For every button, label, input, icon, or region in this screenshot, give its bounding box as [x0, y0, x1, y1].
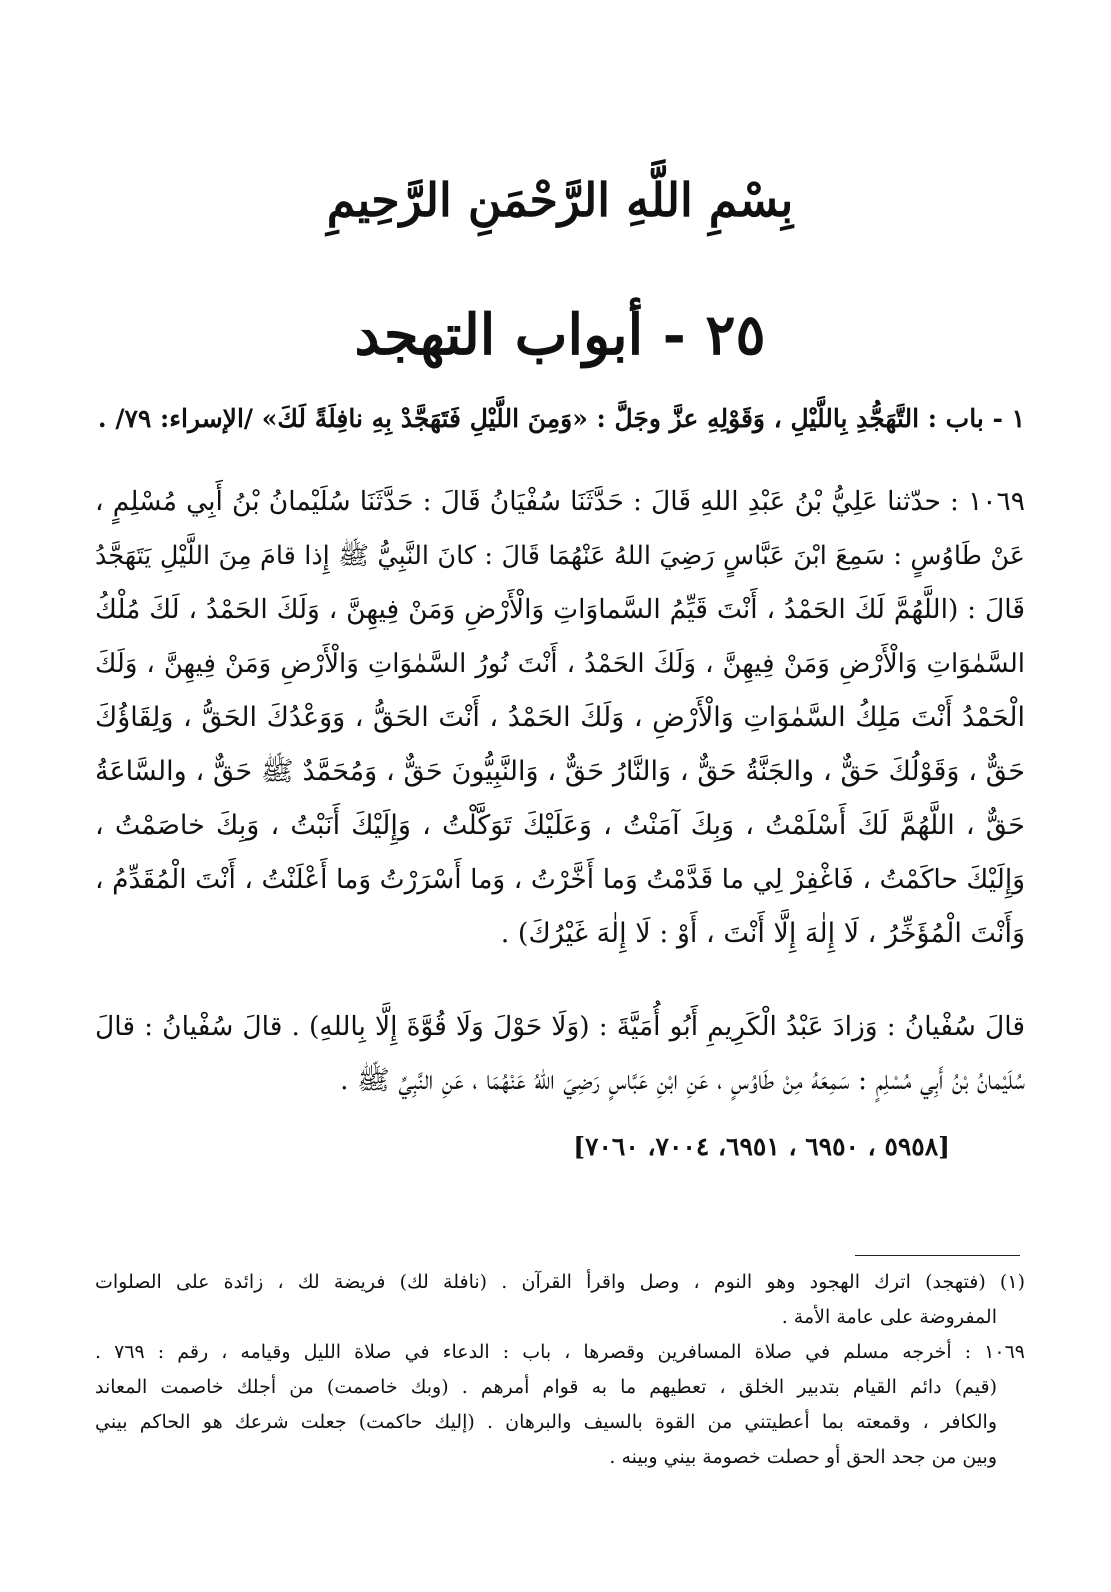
addition-line: قالَ سُفْيانُ : وَزادَ عَبْدُ الْكَرِيمِ أَبُو أُمَيَّةَ : (وَلَا حَوْلَ وَلَا قُوَّةَ إِلَّا بِاللهِ) . قالَ سُفْيانُ : قالَ [95, 1011, 1025, 1042]
hadith-line: السَّمٰوَاتِ وَالْأَرْضِ وَمَنْ فِيهِنَّ ، وَلَكَ الحَمْدُ ، أَنْتَ نُورُ السَّمٰوَاتِ وَالْأَرْضِ وَمَنْ فِيهِنَّ ، وَلَكَ [95, 649, 1025, 679]
footnote-line: (١) (فتهجد) اترك الهجود وهو النوم ، وصل واقرأ القرآن . (نافلة لك) فريضة لك ، زائدة على الصلوات [95, 1271, 1025, 1293]
footnote-line: وبين من جحد الحق أو حصلت خصومة بيني وبينه . [609, 1446, 997, 1468]
footnote-divider [855, 1255, 1020, 1256]
hadith-line: قَالَ : (اللَّهُمَّ لَكَ الحَمْدُ ، أَنْتَ قَيِّمُ السَّماوَاتِ وَالْأَرْضِ وَمَنْ فِيهِنَّ ، وَلَكَ الحَمْدُ ، لَكَ مُلْكُ [95, 594, 1025, 625]
footnote-line: ١٠٦٩ : أخرجه مسلم في صلاة المسافرين وقصرها ، باب : الدعاء في صلاة الليل وقيامه ، رقم : ٧٦٩ . [95, 1341, 1025, 1363]
hadith-line: ١٠٦٩ : حدّثنا عَلِيُّ بْنُ عَبْدِ اللهِ قَالَ : حَدَّثَنَا سُفْيَانُ قَالَ : حَدَّثَنَا سُلَيْمانُ بْنُ أَبِي مُسْلِمٍ ، [95, 486, 1025, 517]
footnote-line: (قيم) دائم القيام بتدبير الخلق ، تعطيهم ما به قوام أمرهم . (وبك خاصمت) من أجلك خاصمت المعاند [95, 1376, 997, 1398]
footnotes [95, 1265, 1025, 1475]
hadith-line: وَإِلَيْكَ حاكَمْتُ ، فَاغْفِرْ لِي ما قَدَّمْتُ وَما أَخَّرْتُ ، وَما أَسْرَرْتُ وَما أَعْلَنْتُ ، أَنْتَ الْمُقَدِّمُ ، [95, 864, 1025, 895]
hadith-line: وَأَنْتَ الْمُؤَخِّرُ ، لَا إِلٰهَ إِلَّا أَنْتَ ، أَوْ : لَا إِلٰهَ غَيْرُكَ) . [500, 918, 1025, 949]
cross-references: [٥٩٥٨ ، ٦٩٥٠ ، ٦٩٥١، ٧٠٠٤، ٧٠٦٠] [573, 1132, 950, 1161]
chapter-title: ٢٥ - أبواب التهجد [354, 302, 766, 368]
footnote-line: المفروضة على عامة الأمة . [781, 1306, 997, 1328]
basmala-calligraphy: بِسْمِ اللَّهِ الرَّحْمَنِ الرَّحِيمِ [326, 173, 794, 227]
addition-line: سُلَيْمانُ بْنُ أَبِي مُسْلِمٍ : سَمِعَهُ مِنْ طَاوُسٍ ، عَنِ ابْنِ عَبَّاسٍ رَضِيَ اللهُ عَنْهُمَا ، عَنِ النَّبِيِّ ﷺ . [339, 1065, 1025, 1096]
sufyan-addition [95, 1000, 1025, 1108]
hadith-line: عَنْ طَاوُسٍ : سَمِعَ ابْنَ عَبَّاسٍ رَضِيَ اللهُ عَنْهُمَا قَالَ : كانَ النَّبِيُّ ﷺ إِذا قامَ مِنَ اللَّيْلِ يَتَهَجَّدُ [95, 541, 1025, 571]
hadith-line: حَقٌّ ، وَقَوْلُكَ حَقٌّ ، والجَنَّةُ حَقٌّ ، وَالنَّارُ حَقٌّ ، وَالنَّبِيُّونَ حَقٌّ ، وَمُحَمَّدٌ ﷺ حَقٌّ ، والسَّاعَةُ [95, 756, 1025, 787]
footnote-line: والكافر ، وقمعته بما أعطيتني من القوة بالسيف والبرهان . (إليك حاكمت) جعلت شرعك هو الحاكم بيني [95, 1411, 997, 1433]
hadith-line: الْحَمْدُ أَنْتَ مَلِكُ السَّمٰوَاتِ وَالْأَرْضِ ، وَلَكَ الحَمْدُ ، أَنْتَ الحَقُّ ، وَوَعْدُكَ الحَقُّ ، وَلِقَاؤُكَ [95, 702, 1025, 733]
bab-heading: ١ - باب : التَّهَجُّدِ بِاللَّيْلِ ، وَقَوْلِهِ عزَّ وجَلَّ : «وَمِنَ اللَّيْلِ فَتَهَجَّدْ بِهِ نافِلَةً لَكَ» /الإسراء: ٧٩/ . [97, 404, 1025, 433]
hadith-line: حَقٌّ ، اللَّهُمَّ لَكَ أَسْلَمْتُ ، وَبِكَ آمَنْتُ ، وَعَلَيْكَ تَوَكَّلْتُ ، وَإِلَيْكَ أَنَبْتُ ، وَبِكَ خاصَمْتُ ، [95, 810, 1025, 841]
hadith-text [95, 475, 1025, 961]
